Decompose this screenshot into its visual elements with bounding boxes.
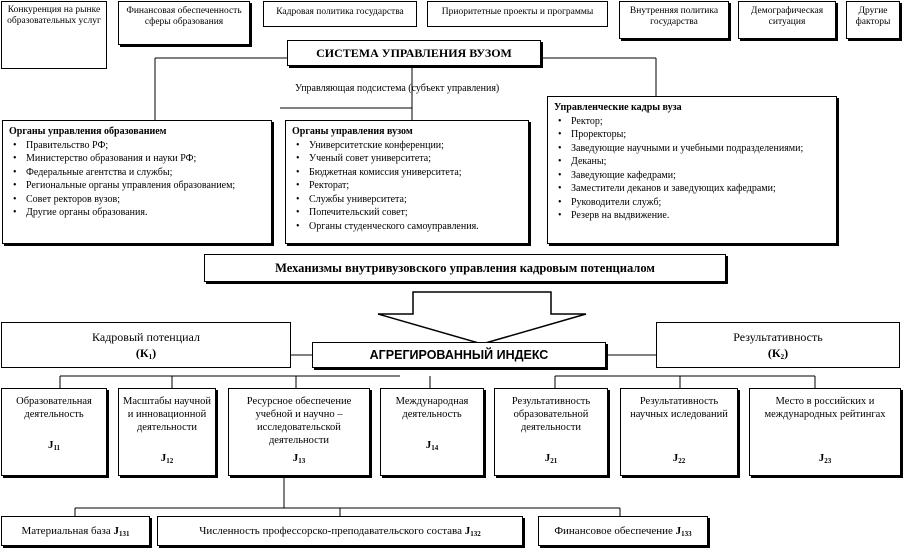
k2-symbol: К	[771, 346, 781, 360]
indicator-label: Результативность образовательной деятельности	[511, 396, 591, 433]
resource-subscript: 131	[118, 530, 130, 538]
factor-other	[846, 1, 900, 39]
education-bodies-box	[2, 120, 272, 244]
list-item: • Совет ректоров вузов;	[26, 193, 265, 207]
list-item: • Попечительский совет;	[309, 206, 522, 220]
indicator-j21	[494, 388, 608, 476]
resource-label: Численность профессорско-преподавательского состава	[199, 525, 462, 537]
indicator-j11	[1, 388, 107, 476]
university-bodies-list	[292, 139, 522, 234]
resource-subscript: 133	[681, 530, 692, 538]
indicator-subscript: 12	[166, 457, 174, 465]
indicator-label: Результативность научных иследований	[630, 396, 728, 420]
indicator-label: Место в российских и международных рейтингах	[764, 396, 886, 420]
list-item: • Другие органы образования.	[26, 206, 265, 220]
indicator-subscript: 21	[550, 457, 558, 465]
mechanisms-box	[204, 254, 726, 282]
indicator-label: Ресурсное обеспечение учебной и научно – исследовательской деятельности	[246, 396, 352, 446]
list-item: • Органы студенческого самоуправления.	[309, 220, 522, 234]
list-item: • Ректор;	[571, 115, 830, 129]
system-title-text: СИСТЕМА УПРАВЛЕНИЯ ВУЗОМ	[316, 46, 512, 60]
list-item: • Проректоры;	[571, 128, 830, 142]
education-bodies-title: Органы управления образованием	[9, 126, 167, 137]
indicator-j13	[228, 388, 370, 476]
resource-symbol: J	[464, 525, 471, 537]
factor-demography	[738, 1, 836, 39]
aggregated-index-box	[312, 342, 606, 368]
factor-label: Кадровая политика государства	[276, 7, 404, 17]
indicator-j22	[620, 388, 738, 476]
factor-internal-policy	[619, 1, 729, 39]
list-item: • Правительство РФ;	[26, 139, 265, 153]
management-staff-box	[547, 96, 837, 244]
indicator-symbol: J	[47, 439, 54, 451]
indicator-symbol: J	[160, 452, 167, 464]
k1-label: Кадровый потенциал	[92, 330, 200, 344]
list-item: • Бюджетная комиссия университета;	[309, 166, 522, 180]
list-item: • Деканы;	[571, 155, 830, 169]
indicator-subscript: 13	[298, 457, 306, 465]
list-item: • Заведующие научными и учебными подразделениями;	[571, 142, 830, 156]
factor-finance	[118, 1, 250, 45]
system-title	[287, 40, 541, 66]
factor-label: Конкуренция на рынке образовательных услуг	[7, 5, 101, 26]
subsystem-label: Управляющая подсистема (субъект управления)	[295, 83, 500, 94]
mechanisms-title: Механизмы внутривузовского управления кадровым потенциалом	[275, 261, 655, 275]
factor-label: Демографическая ситуация	[750, 6, 824, 27]
list-item: • Службы университета;	[309, 193, 522, 207]
indicator-j12	[118, 388, 216, 476]
indicator-label: Образовательная деятельность	[16, 396, 92, 420]
management-staff-title: Управленческие кадры вуза	[554, 102, 682, 113]
list-item: • Заведующие кафедрами;	[571, 169, 830, 183]
indicator-label: Международная деятельность	[395, 396, 469, 420]
indicator-symbol: J	[818, 452, 825, 464]
k1-subscript: 1	[148, 353, 153, 361]
k1-symbol: К	[139, 346, 149, 360]
list-item: • Ректорат;	[309, 179, 522, 193]
indicator-symbol: J	[672, 452, 679, 464]
factor-label: Другие факторы	[855, 6, 891, 27]
factor-label: Финансовая обеспеченность сферы образования	[126, 6, 242, 27]
indicator-symbol: J	[292, 452, 299, 464]
indicator-j23	[749, 388, 901, 476]
indicator-j14	[380, 388, 484, 476]
indicator-subscript: 14	[431, 444, 439, 452]
list-item: • Резерв на выдвижение.	[571, 209, 830, 223]
indicator-subscript: 23	[824, 457, 832, 465]
factor-competition	[1, 1, 107, 69]
resource-subscript: 132	[470, 530, 481, 538]
resource-j131	[1, 516, 150, 546]
indicator-symbol: J	[544, 452, 551, 464]
education-bodies-list	[9, 139, 265, 220]
k2-subscript: 2	[780, 353, 785, 361]
k2-label: Результативность	[733, 330, 823, 344]
resource-label: Материальная база	[21, 525, 111, 537]
factor-label: Приоритетные проекты и программы	[441, 7, 594, 17]
university-bodies-box	[285, 120, 529, 244]
university-bodies-title: Органы управления вузом	[292, 126, 413, 137]
k2-box: Результативность $(К_2)$	[656, 322, 900, 368]
resource-label: Финансовое обеспечение	[554, 525, 673, 537]
indicator-subscript: 11	[53, 444, 61, 452]
resource-symbol: J	[675, 525, 682, 537]
k1-box: Кадровый потенциал $(К_1)$	[1, 322, 291, 368]
list-item: • Федеральные агентства и службы;	[26, 166, 265, 180]
indicator-label: Масштабы научной и инновационной деятельности	[123, 396, 211, 433]
resource-symbol: J	[113, 525, 119, 537]
aggregated-index-title: АГРЕГИРОВАННЫЙ ИНДЕКС	[369, 348, 549, 362]
list-item: • Руководители служб;	[571, 196, 830, 210]
indicator-symbol: J	[425, 439, 432, 451]
factor-label: Внутренняя политика государства	[629, 6, 719, 27]
list-item: • Министерство образования и науки РФ;	[26, 152, 265, 166]
resource-j132	[157, 516, 523, 546]
factor-personnel-policy	[263, 1, 417, 27]
resource-j133	[538, 516, 708, 546]
list-item: • Ученый совет университета;	[309, 152, 522, 166]
list-item: • Университетские конференции;	[309, 139, 522, 153]
list-item: • Заместители деканов и заведующих кафедрами;	[571, 182, 830, 196]
down-arrow	[378, 292, 586, 344]
factor-priority-projects	[427, 1, 608, 27]
list-item: • Региональные органы управления образованием;	[26, 179, 265, 193]
management-staff-list	[554, 115, 830, 223]
indicator-subscript: 22	[678, 457, 686, 465]
